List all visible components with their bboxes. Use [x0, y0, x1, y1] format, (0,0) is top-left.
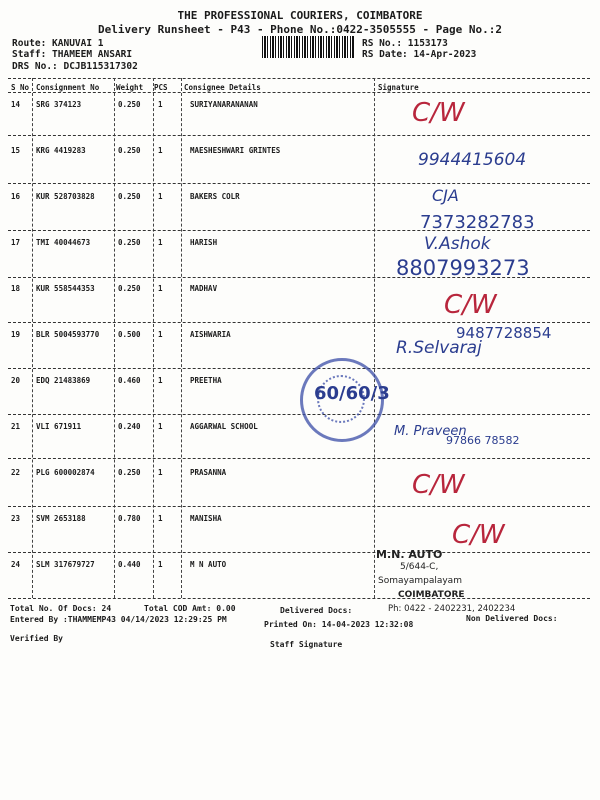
row-consignment: EDQ 21483869 [36, 376, 91, 385]
row-consignee: SURIYANARANANAN [190, 100, 258, 109]
row-consignment: KUR 528703828 [36, 192, 95, 201]
row-sno: 14 [11, 100, 21, 109]
signature-18: C/W [444, 290, 497, 320]
row-weight: 0.250 [118, 100, 141, 109]
company-stamp-address: 5/644-C, [400, 562, 439, 572]
row-divider [8, 414, 590, 415]
signature-16-phone: 7373282783 [420, 212, 535, 233]
table-row [8, 514, 376, 526]
row-weight: 0.440 [118, 560, 141, 569]
table-row [8, 100, 376, 112]
rs-number: RS No.: 1153173 [362, 38, 448, 49]
col-pcs: PCS [154, 83, 168, 92]
row-consignee: AGGARWAL SCHOOL [190, 422, 258, 431]
row-divider [8, 458, 590, 459]
row-weight: 0.250 [118, 238, 141, 247]
row-consignment: VLI 671911 [36, 422, 82, 431]
table-row [8, 560, 376, 572]
signature-16-name: CJA [432, 186, 459, 205]
signature-21-name: M. Praveen [394, 424, 467, 439]
company-stamp-city: COIMBATORE [398, 590, 465, 600]
signature-23: C/W [452, 520, 505, 550]
row-divider [8, 368, 590, 369]
row-pcs: 1 [158, 422, 163, 431]
company-stamp-phone: Ph: 0422 - 2402231, 2402234 [388, 604, 516, 614]
signature-17-name: V.Ashok [424, 234, 491, 254]
runsheet-subtitle: Delivery Runsheet - P43 - Phone No.:0422-3505555 - Page No.:2 [98, 23, 502, 36]
row-weight: 0.250 [118, 192, 141, 201]
row-consignment: SVM 2653188 [36, 514, 86, 523]
col-consignee: Consignee Details [184, 83, 261, 92]
row-pcs: 1 [158, 514, 163, 523]
printed-on: Printed On: 14-04-2023 12:32:08 [264, 620, 414, 629]
header-bottom-rule [8, 92, 590, 93]
row-pcs: 1 [158, 560, 163, 569]
signature-20: 60/60/3 [314, 383, 390, 404]
row-sno: 20 [11, 376, 21, 385]
verified-by: Verified By [10, 634, 63, 643]
row-weight: 0.500 [118, 330, 141, 339]
total-cod: Total COD Amt: 0.00 [144, 604, 236, 613]
row-consignee: PREETHA [190, 376, 222, 385]
col-sno: S No [11, 83, 30, 92]
row-sno: 17 [11, 238, 21, 247]
col-weight: Weight [116, 83, 144, 92]
row-pcs: 1 [158, 146, 163, 155]
row-pcs: 1 [158, 330, 163, 339]
company-title: THE PROFESSIONAL COURIERS, COIMBATORE [177, 9, 423, 22]
row-sno: 22 [11, 468, 21, 477]
entered-by: Entered By :THAMMEMP43 04/14/2023 12:29:25 PM [10, 615, 227, 624]
row-pcs: 1 [158, 468, 163, 477]
total-docs: Total No. Of Docs: 24 [10, 604, 112, 613]
row-consignment: TMI 40044673 [36, 238, 91, 247]
row-sno: 23 [11, 514, 21, 523]
row-sno: 21 [11, 422, 21, 431]
row-divider [8, 506, 590, 507]
company-stamp-name: M.N. AUTO [376, 548, 443, 561]
table-bottom-rule [8, 598, 590, 599]
row-weight: 0.240 [118, 422, 141, 431]
signature-19-phone: 9487728854 [456, 324, 552, 342]
table-row [8, 284, 376, 296]
staff-signature: Staff Signature [270, 640, 343, 649]
row-divider [8, 183, 590, 184]
row-weight: 0.250 [118, 146, 141, 155]
row-consignee: AISHWARIA [190, 330, 231, 339]
table-row [8, 238, 376, 250]
drs-number: DRS No.: DCJB115317302 [12, 61, 138, 72]
row-sno: 18 [11, 284, 21, 293]
row-pcs: 1 [158, 100, 163, 109]
row-consignee: HARISH [190, 238, 218, 247]
row-pcs: 1 [158, 192, 163, 201]
row-consignee: MAESHESHWARI GRINTES [190, 146, 281, 155]
signature-15: 9944415604 [418, 150, 527, 170]
signature-22: C/W [412, 470, 465, 500]
staff-label: Staff: THAMEEM ANSARI [12, 49, 133, 60]
signature-17-phone: 8807993273 [396, 256, 530, 280]
table-row [8, 330, 376, 342]
col-signature: Signature [378, 83, 419, 92]
row-divider [8, 135, 590, 136]
row-consignee: M N AUTO [190, 560, 227, 569]
row-divider [8, 322, 590, 323]
row-consignment: KUR 558544353 [36, 284, 95, 293]
row-pcs: 1 [158, 238, 163, 247]
table-row [8, 468, 376, 480]
row-consignee: MADHAV [190, 284, 218, 293]
signature-21-phone: 97866 78582 [446, 434, 520, 447]
col-consignment: Consignment No [36, 83, 100, 92]
row-weight: 0.250 [118, 284, 141, 293]
row-weight: 0.250 [118, 468, 141, 477]
company-stamp-locality: Somayampalayam [378, 576, 462, 586]
signature-19-name: R.Selvaraj [396, 338, 482, 358]
row-sno: 16 [11, 192, 21, 201]
row-consignee: MANISHA [190, 514, 222, 523]
signature-14: C/W [412, 98, 465, 128]
table-row [8, 146, 376, 158]
row-consignment: KRG 4419283 [36, 146, 86, 155]
row-consignee: BAKERS COLR [190, 192, 240, 201]
barcode-icon [262, 36, 354, 58]
row-pcs: 1 [158, 376, 163, 385]
table-row [8, 192, 376, 204]
row-sno: 19 [11, 330, 21, 339]
row-consignee: PRASANNA [190, 468, 227, 477]
row-pcs: 1 [158, 284, 163, 293]
row-sno: 15 [11, 146, 21, 155]
row-weight: 0.780 [118, 514, 141, 523]
rs-date: RS Date: 14-Apr-2023 [362, 49, 477, 60]
row-consignment: PLG 600002874 [36, 468, 95, 477]
row-consignment: SLM 317679727 [36, 560, 95, 569]
row-consignment: BLR 5004593770 [36, 330, 100, 339]
table-top-rule [8, 78, 590, 79]
delivered-docs: Delivered Docs: [280, 606, 353, 615]
row-weight: 0.460 [118, 376, 141, 385]
row-consignment: SRG 374123 [36, 100, 82, 109]
non-delivered-docs: Non Delivered Docs: [466, 614, 558, 623]
row-divider [8, 552, 590, 553]
row-sno: 24 [11, 560, 21, 569]
route-label: Route: KANUVAI 1 [12, 38, 104, 49]
